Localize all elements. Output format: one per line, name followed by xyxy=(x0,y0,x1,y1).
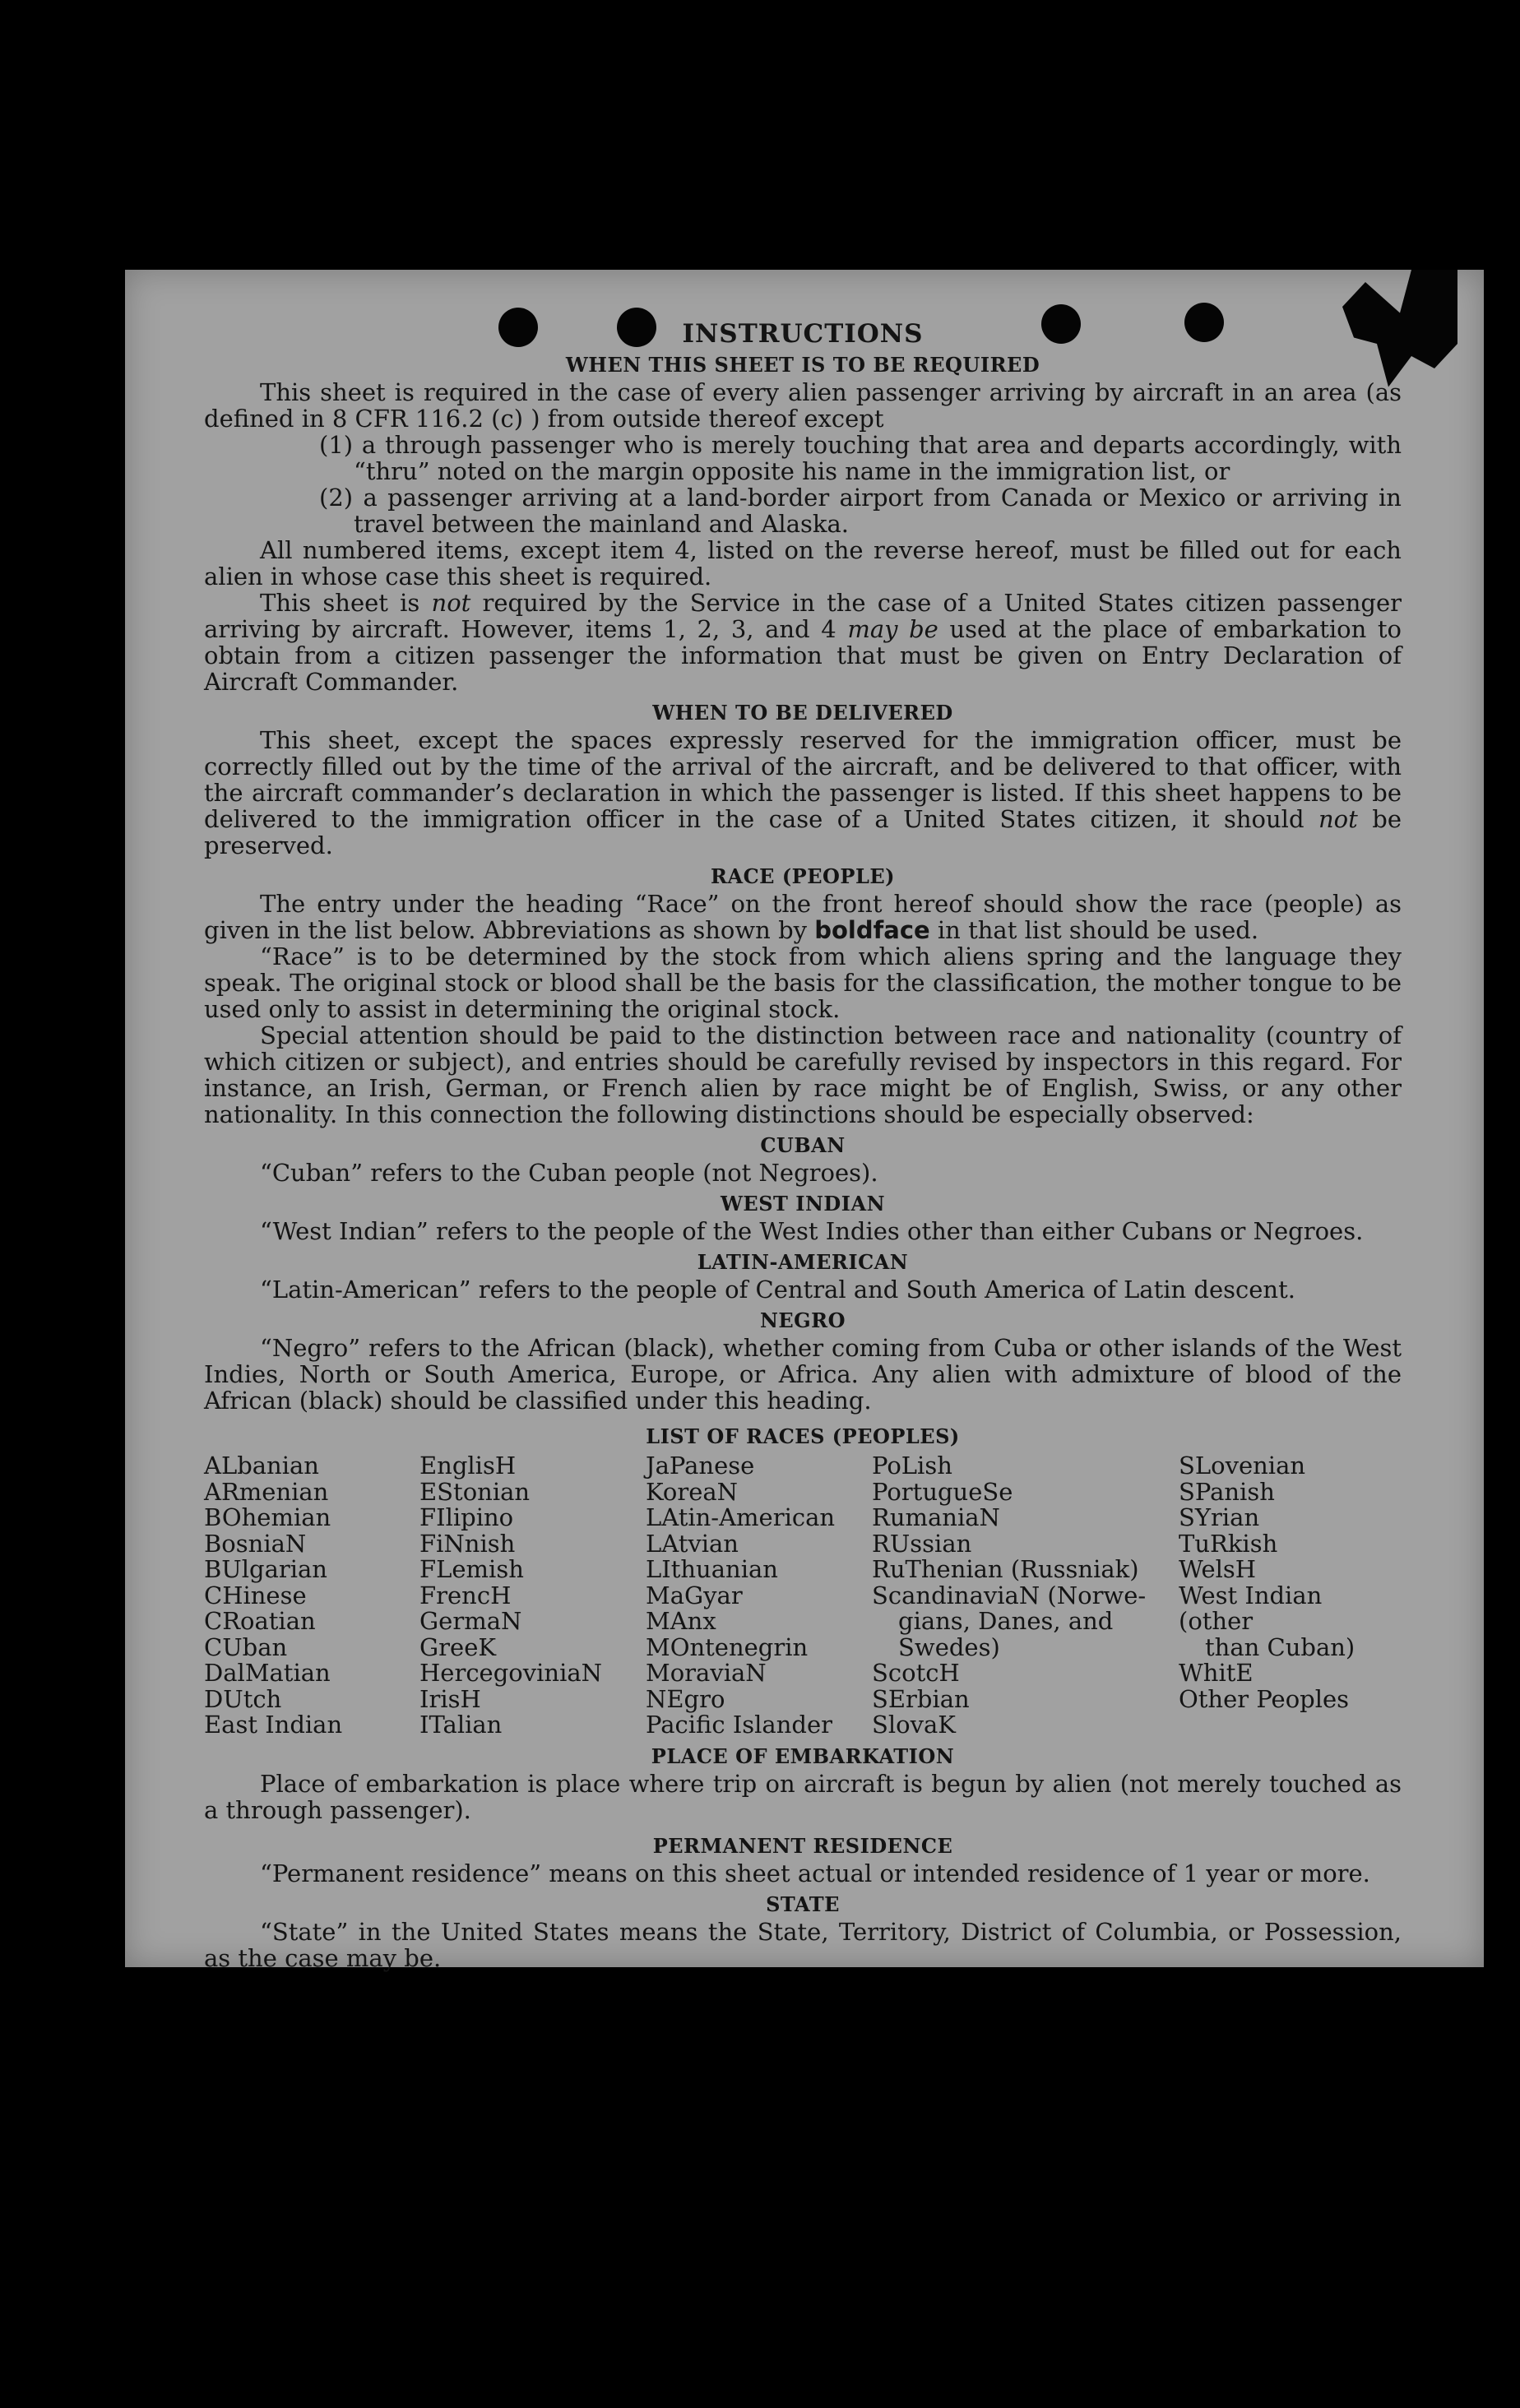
text-run: be preserved. xyxy=(204,805,1402,859)
paragraph: “State” in the United States means the State, Territory, District of Columbia, or Possession, as the case may be. xyxy=(204,1917,1402,1972)
race-entry: BosniaN xyxy=(204,1529,307,1558)
instructions-body xyxy=(204,317,1402,1971)
paragraph: Special attention should be paid to the distinction between race and nationality (country of which citizen or subject), and entries should be carefully revised by inspectors in this regard. For instance, an Irish, German, or French alien by race might be of English, Swiss, or any other nationality. In this connection the following distinctions should be especially observed: xyxy=(204,1021,1402,1128)
race-column-2 xyxy=(419,1453,646,1739)
section-title-residence: PERMANENT RESIDENCE xyxy=(652,1833,953,1858)
text-run: required by the Service in the case of a United States citizen passenger arriving by aircraft. However, items 1, 2, 3, and 4 xyxy=(204,589,1402,643)
race-entry: IrisH xyxy=(419,1684,481,1713)
race-entry: East Indian xyxy=(204,1711,343,1739)
paragraph xyxy=(204,590,1402,695)
section-title-latin-american: LATIN-AMERICAN xyxy=(697,1250,909,1274)
race-entry: JaPanese xyxy=(646,1452,755,1480)
text-run: This sheet, except the spaces expressly reserved for the immigration officer, must be correctly filled out by the time of the arrival of the aircraft, and be delivered to that officer, with the aircraft commander’s declaration in which the passenger is listed. If this sheet happens to be delivered to the immigration officer in the case of a United States citizen, it should xyxy=(204,726,1402,833)
race-entry: CHinese xyxy=(204,1581,307,1609)
section-title-west-indian: WEST INDIAN xyxy=(720,1192,886,1216)
race-entry: CUban xyxy=(204,1632,288,1661)
race-column-4 xyxy=(872,1453,1179,1739)
race-column-3 xyxy=(646,1453,872,1739)
race-entry: RuThenian (Russniak) xyxy=(872,1555,1139,1583)
race-entry: DalMatian xyxy=(204,1659,331,1687)
race-entry: MaGyar xyxy=(646,1581,743,1609)
race-entry: BUlgarian xyxy=(204,1555,327,1583)
race-column-1 xyxy=(204,1453,419,1739)
text-run: This sheet is xyxy=(260,589,432,617)
race-entry: LIthuanian xyxy=(646,1555,778,1583)
race-entry: GreeK xyxy=(419,1632,497,1661)
race-entry-continued: gians, Danes, and xyxy=(898,1607,1114,1635)
race-list xyxy=(204,1453,1402,1739)
race-entry-continued: Swedes) xyxy=(898,1632,1000,1661)
list-item: (2) a passenger arriving at a land-border airport from Canada or Mexico or arriving in travel between the mainland and Alaska. xyxy=(319,484,1402,538)
race-entry: FiNnish xyxy=(419,1529,516,1558)
italic-text: not xyxy=(431,589,471,617)
race-entry: SErbian xyxy=(872,1684,970,1713)
paragraph: This sheet is required in the case of every alien passenger arriving by aircraft in an area (as defined in 8 CFR 116.2 (c) ) from outside thereof except xyxy=(204,378,1402,433)
race-entry: RumaniaN xyxy=(872,1503,1000,1531)
section-title-when-delivered: WHEN TO BE DELIVERED xyxy=(652,701,953,725)
paragraph: “West Indian” refers to the people of the West Indies other than either Cubans or Negroes. xyxy=(260,1217,1364,1245)
race-entry: ALbanian xyxy=(204,1452,319,1480)
section-title-list-of-races: LIST OF RACES (PEOPLES) xyxy=(646,1424,960,1448)
race-entry: FIlipino xyxy=(419,1503,514,1531)
race-entry: DUtch xyxy=(204,1684,282,1713)
text-run: in that list should be used. xyxy=(929,916,1259,944)
section-title-embarkation: PLACE OF EMBARKATION xyxy=(651,1743,955,1768)
race-entry-continued: than Cuban) xyxy=(1205,1632,1355,1661)
race-entry: EnglisH xyxy=(419,1452,517,1480)
race-entry: SYrian xyxy=(1179,1503,1260,1531)
race-entry: Pacific Islander xyxy=(646,1711,832,1739)
paragraph: “Negro” refers to the African (black), whether coming from Cuba or other islands of the West Indies, North or South America, Europe, or Africa. Any alien with admixture of blood of the African (black) should be classified under this heading. xyxy=(204,1334,1402,1415)
section-title-state: STATE xyxy=(766,1892,840,1916)
race-entry: EStonian xyxy=(419,1477,531,1506)
race-entry: ScandinaviaN (Norwe- xyxy=(872,1581,1147,1609)
paragraph: All numbered items, except item 4, listed on the reverse hereof, must be filled out for each alien in whose case this sheet is required. xyxy=(204,536,1402,590)
italic-text: may be xyxy=(847,615,938,643)
race-entry: HercegoviniaN xyxy=(419,1659,603,1687)
section-title-when-required: WHEN THIS SHEET IS TO BE REQUIRED xyxy=(565,353,1040,377)
race-entry: ARmenian xyxy=(204,1477,329,1506)
section-title-negro: NEGRO xyxy=(759,1308,846,1332)
race-entry: CRoatian xyxy=(204,1607,316,1635)
race-entry: MOntenegrin xyxy=(646,1632,809,1661)
text-run: The entry under the heading “Race” on the front hereof should show the race (people) as given in the list below. Abbreviations as shown by xyxy=(204,890,1402,944)
race-entry: MAnx xyxy=(646,1607,716,1635)
list-item: (1) a through passenger who is merely touching that area and departs accordingly, with “thru” noted on the margin opposite his name in the immigration list, or xyxy=(319,431,1402,485)
race-entry: SPanish xyxy=(1179,1477,1275,1506)
race-entry: WelsH xyxy=(1179,1555,1257,1583)
italic-text: not xyxy=(1318,805,1358,833)
race-entry: West Indian (other xyxy=(1179,1581,1323,1635)
race-entry: LAtvian xyxy=(646,1529,739,1558)
race-entry: SlovaK xyxy=(872,1711,956,1739)
paragraph xyxy=(204,727,1402,859)
race-column-5 xyxy=(1179,1453,1402,1739)
race-entry: PortugueSe xyxy=(872,1477,1013,1506)
race-entry: LAtin-American xyxy=(646,1503,836,1531)
text-run: used at the place of embarkation to obtain from a citizen passenger the information that must be given on Entry Declaration of Aircraft Commander. xyxy=(204,615,1402,696)
paragraph: “Race” is to be determined by the stock from which aliens spring and the language they speak. The original stock or blood shall be the basis for the classification, the mother tongue to be used only to assist in determining the original stock. xyxy=(204,942,1402,1023)
paragraph: Place of embarkation is place where trip on aircraft is begun by alien (not merely touched as a through passenger). xyxy=(204,1769,1402,1824)
paragraph xyxy=(204,891,1402,943)
race-entry: GermaN xyxy=(419,1607,522,1635)
race-entry: ScotcH xyxy=(872,1659,960,1687)
race-entry: FLemish xyxy=(419,1555,524,1583)
race-entry: TuRkish xyxy=(1179,1529,1278,1558)
race-entry: MoraviaN xyxy=(646,1659,767,1687)
race-entry: BOhemian xyxy=(204,1503,331,1531)
paragraph: “Permanent residence” means on this sheet actual or intended residence of 1 year or more. xyxy=(260,1859,1370,1887)
section-title-race: RACE (PEOPLE) xyxy=(711,864,895,888)
race-entry: WhitE xyxy=(1179,1659,1254,1687)
race-entry: SLovenian xyxy=(1179,1452,1306,1480)
race-entry: ITalian xyxy=(419,1711,503,1739)
race-entry: Other Peoples xyxy=(1179,1684,1350,1713)
race-entry: FrencH xyxy=(419,1581,512,1609)
document-sheet xyxy=(125,270,1484,1972)
race-entry: NEgro xyxy=(646,1684,725,1713)
bold-text: boldface xyxy=(814,916,930,944)
race-entry: RUssian xyxy=(872,1529,972,1558)
paragraph: “Cuban” refers to the Cuban people (not Negroes). xyxy=(260,1159,878,1187)
page-title: INSTRUCTIONS xyxy=(682,319,924,349)
section-title-cuban: CUBAN xyxy=(760,1133,846,1157)
race-entry: KoreaN xyxy=(646,1477,739,1506)
paragraph: “Latin-American” refers to the people of Central and South America of Latin descent. xyxy=(260,1276,1295,1304)
race-entry: PoLish xyxy=(872,1452,952,1480)
